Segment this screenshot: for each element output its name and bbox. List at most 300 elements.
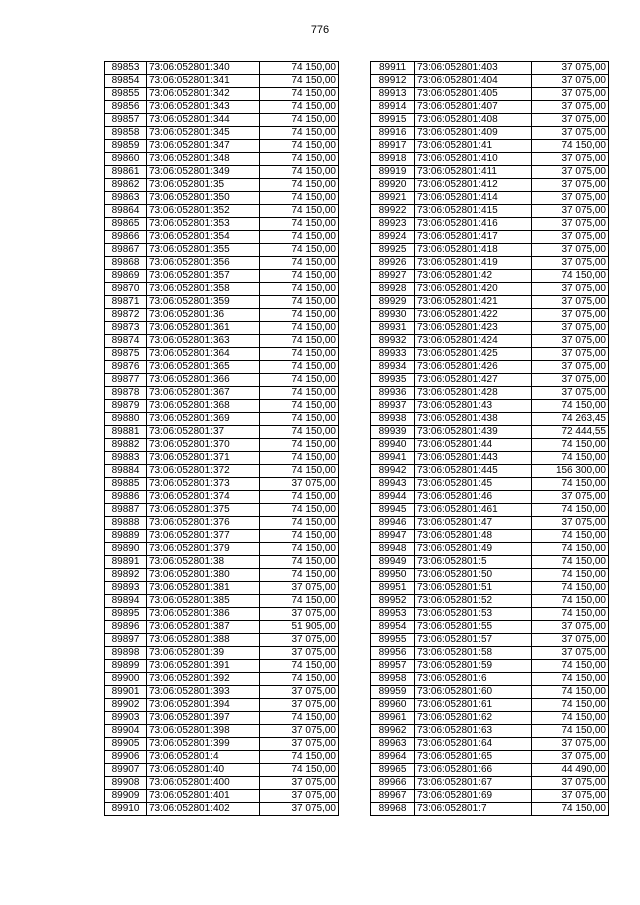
amount-cell: 74 150,00 xyxy=(532,712,609,725)
row-number-cell: 89951 xyxy=(371,582,415,595)
cadastral-number-cell: 73:06:052801:365 xyxy=(147,361,260,374)
amount-cell: 74 150,00 xyxy=(532,608,609,621)
cadastral-number-cell: 73:06:052801:35 xyxy=(147,179,260,192)
cadastral-number-cell: 73:06:052801:42 xyxy=(415,270,532,283)
amount-cell: 74 150,00 xyxy=(260,569,339,582)
cadastral-number-cell: 73:06:052801:355 xyxy=(147,244,260,257)
table-row xyxy=(105,413,339,426)
row-number-cell: 89861 xyxy=(105,166,147,179)
table-row xyxy=(371,426,609,439)
table-row xyxy=(105,400,339,413)
cadastral-number-cell: 73:06:052801:51 xyxy=(415,582,532,595)
amount-cell: 74 150,00 xyxy=(260,530,339,543)
row-number-cell: 89893 xyxy=(105,582,147,595)
amount-cell: 37 075,00 xyxy=(532,348,609,361)
amount-cell: 74 150,00 xyxy=(260,348,339,361)
table-row xyxy=(105,140,339,153)
amount-cell: 74 150,00 xyxy=(260,309,339,322)
table-row xyxy=(105,439,339,452)
row-number-cell: 89961 xyxy=(371,712,415,725)
row-number-cell: 89862 xyxy=(105,179,147,192)
row-number-cell: 89888 xyxy=(105,517,147,530)
row-number-cell: 89919 xyxy=(371,166,415,179)
row-number-cell: 89934 xyxy=(371,361,415,374)
row-number-cell: 89943 xyxy=(371,478,415,491)
amount-cell: 37 075,00 xyxy=(260,803,339,816)
row-number-cell: 89877 xyxy=(105,374,147,387)
cadastral-number-cell: 73:06:052801:402 xyxy=(147,803,260,816)
cadastral-number-cell: 73:06:052801:401 xyxy=(147,790,260,803)
cadastral-number-cell: 73:06:052801:363 xyxy=(147,335,260,348)
table-row xyxy=(371,218,609,231)
row-number-cell: 89945 xyxy=(371,504,415,517)
table-row xyxy=(105,764,339,777)
row-number-cell: 89882 xyxy=(105,439,147,452)
row-number-cell: 89929 xyxy=(371,296,415,309)
cadastral-number-cell: 73:06:052801:428 xyxy=(415,387,532,400)
amount-cell: 74 150,00 xyxy=(260,361,339,374)
cadastral-number-cell: 73:06:052801:354 xyxy=(147,231,260,244)
table-row xyxy=(105,231,339,244)
cadastral-number-cell: 73:06:052801:41 xyxy=(415,140,532,153)
cadastral-number-cell: 73:06:052801:397 xyxy=(147,712,260,725)
amount-cell: 37 075,00 xyxy=(532,205,609,218)
row-number-cell: 89932 xyxy=(371,335,415,348)
amount-cell: 74 150,00 xyxy=(260,153,339,166)
row-number-cell: 89963 xyxy=(371,738,415,751)
row-number-cell: 89887 xyxy=(105,504,147,517)
cadastral-number-cell: 73:06:052801:342 xyxy=(147,88,260,101)
cadastral-number-cell: 73:06:052801:340 xyxy=(147,62,260,75)
cadastral-number-cell: 73:06:052801:405 xyxy=(415,88,532,101)
cadastral-number-cell: 73:06:052801:37 xyxy=(147,426,260,439)
table-row xyxy=(105,179,339,192)
table-row xyxy=(105,595,339,608)
cadastral-number-cell: 73:06:052801:415 xyxy=(415,205,532,218)
cadastral-number-cell: 73:06:052801:386 xyxy=(147,608,260,621)
cadastral-number-cell: 73:06:052801:394 xyxy=(147,699,260,712)
amount-cell: 74 150,00 xyxy=(260,439,339,452)
cadastral-number-cell: 73:06:052801:403 xyxy=(415,62,532,75)
row-number-cell: 89966 xyxy=(371,777,415,790)
cadastral-number-cell: 73:06:052801:375 xyxy=(147,504,260,517)
cadastral-number-cell: 73:06:052801:343 xyxy=(147,101,260,114)
table-row xyxy=(105,725,339,738)
table-row xyxy=(105,452,339,465)
amount-cell: 37 075,00 xyxy=(532,101,609,114)
amount-cell: 74 150,00 xyxy=(532,140,609,153)
row-number-cell: 89896 xyxy=(105,621,147,634)
row-number-cell: 89913 xyxy=(371,88,415,101)
table-row xyxy=(371,296,609,309)
row-number-cell: 89865 xyxy=(105,218,147,231)
cadastral-number-cell: 73:06:052801:64 xyxy=(415,738,532,751)
row-number-cell: 89857 xyxy=(105,114,147,127)
row-number-cell: 89890 xyxy=(105,543,147,556)
row-number-cell: 89921 xyxy=(371,192,415,205)
row-number-cell: 89911 xyxy=(371,62,415,75)
row-number-cell: 89958 xyxy=(371,673,415,686)
row-number-cell: 89871 xyxy=(105,296,147,309)
table-row xyxy=(371,452,609,465)
table-row xyxy=(105,556,339,569)
row-number-cell: 89952 xyxy=(371,595,415,608)
amount-cell: 74 150,00 xyxy=(260,556,339,569)
table-row xyxy=(105,127,339,140)
amount-cell: 37 075,00 xyxy=(532,751,609,764)
page-number: 776 xyxy=(310,24,330,36)
cadastral-number-cell: 73:06:052801:443 xyxy=(415,452,532,465)
cadastral-number-cell: 73:06:052801:356 xyxy=(147,257,260,270)
cadastral-number-cell: 73:06:052801:353 xyxy=(147,218,260,231)
amount-cell: 37 075,00 xyxy=(532,738,609,751)
table-row xyxy=(105,660,339,673)
cadastral-number-cell: 73:06:052801:62 xyxy=(415,712,532,725)
cadastral-number-cell: 73:06:052801:46 xyxy=(415,491,532,504)
row-number-cell: 89906 xyxy=(105,751,147,764)
table-row xyxy=(371,725,609,738)
row-number-cell: 89895 xyxy=(105,608,147,621)
cadastral-number-cell: 73:06:052801:345 xyxy=(147,127,260,140)
table-row xyxy=(105,322,339,335)
amount-cell: 74 150,00 xyxy=(260,231,339,244)
amount-cell: 74 150,00 xyxy=(532,660,609,673)
row-number-cell: 89899 xyxy=(105,660,147,673)
table-row xyxy=(371,673,609,686)
amount-cell: 74 150,00 xyxy=(532,452,609,465)
table-row xyxy=(371,179,609,192)
amount-cell: 37 075,00 xyxy=(260,608,339,621)
table-row xyxy=(105,686,339,699)
cadastral-number-cell: 73:06:052801:65 xyxy=(415,751,532,764)
row-number-cell: 89872 xyxy=(105,309,147,322)
cadastral-number-cell: 73:06:052801:398 xyxy=(147,725,260,738)
table-row xyxy=(105,530,339,543)
cadastral-number-cell: 73:06:052801:411 xyxy=(415,166,532,179)
amount-cell: 74 150,00 xyxy=(260,75,339,88)
row-number-cell: 89909 xyxy=(105,790,147,803)
table-row xyxy=(105,218,339,231)
table-row xyxy=(105,673,339,686)
table-row xyxy=(105,348,339,361)
cadastral-number-cell: 73:06:052801:438 xyxy=(415,413,532,426)
table-row xyxy=(105,387,339,400)
row-number-cell: 89864 xyxy=(105,205,147,218)
table-row xyxy=(371,582,609,595)
table-row xyxy=(105,88,339,101)
table-row xyxy=(371,660,609,673)
table-row xyxy=(105,374,339,387)
row-number-cell: 89968 xyxy=(371,803,415,816)
amount-cell: 37 075,00 xyxy=(260,699,339,712)
amount-cell: 74 150,00 xyxy=(532,569,609,582)
cadastral-number-cell: 73:06:052801:400 xyxy=(147,777,260,790)
row-number-cell: 89956 xyxy=(371,647,415,660)
table-row xyxy=(105,62,339,75)
cadastral-number-cell: 73:06:052801:422 xyxy=(415,309,532,322)
table-row xyxy=(105,153,339,166)
cadastral-number-cell: 73:06:052801:380 xyxy=(147,569,260,582)
amount-cell: 74 150,00 xyxy=(260,296,339,309)
row-number-cell: 89869 xyxy=(105,270,147,283)
amount-cell: 74 150,00 xyxy=(260,595,339,608)
table-row xyxy=(105,738,339,751)
table-row xyxy=(105,114,339,127)
table-row xyxy=(371,439,609,452)
amount-cell: 74 150,00 xyxy=(260,244,339,257)
table-row xyxy=(371,374,609,387)
cadastral-number-cell: 73:06:052801:427 xyxy=(415,374,532,387)
row-number-cell: 89954 xyxy=(371,621,415,634)
amount-cell: 74 150,00 xyxy=(260,127,339,140)
cadastral-number-cell: 73:06:052801:349 xyxy=(147,166,260,179)
table-row xyxy=(371,699,609,712)
cadastral-number-cell: 73:06:052801:359 xyxy=(147,296,260,309)
row-number-cell: 89874 xyxy=(105,335,147,348)
row-number-cell: 89912 xyxy=(371,75,415,88)
amount-cell: 74 150,00 xyxy=(260,413,339,426)
table-row xyxy=(371,803,609,816)
amount-cell: 74 150,00 xyxy=(260,179,339,192)
amount-cell: 37 075,00 xyxy=(532,361,609,374)
row-number-cell: 89856 xyxy=(105,101,147,114)
cadastral-number-cell: 73:06:052801:5 xyxy=(415,556,532,569)
amount-cell: 74 150,00 xyxy=(532,582,609,595)
row-number-cell: 89859 xyxy=(105,140,147,153)
row-number-cell: 89881 xyxy=(105,426,147,439)
amount-cell: 37 075,00 xyxy=(532,153,609,166)
row-number-cell: 89918 xyxy=(371,153,415,166)
row-number-cell: 89866 xyxy=(105,231,147,244)
table-row xyxy=(105,270,339,283)
table-row xyxy=(371,257,609,270)
cadastral-number-cell: 73:06:052801:425 xyxy=(415,348,532,361)
table-row xyxy=(105,75,339,88)
amount-cell: 37 075,00 xyxy=(260,686,339,699)
table-row xyxy=(371,777,609,790)
row-number-cell: 89903 xyxy=(105,712,147,725)
cadastral-number-cell: 73:06:052801:50 xyxy=(415,569,532,582)
amount-cell: 37 075,00 xyxy=(532,75,609,88)
row-number-cell: 89946 xyxy=(371,517,415,530)
amount-cell: 74 150,00 xyxy=(260,400,339,413)
table-row xyxy=(105,790,339,803)
amount-cell: 74 150,00 xyxy=(260,166,339,179)
row-number-cell: 89863 xyxy=(105,192,147,205)
row-number-cell: 89924 xyxy=(371,231,415,244)
cadastral-number-cell: 73:06:052801:58 xyxy=(415,647,532,660)
row-number-cell: 89959 xyxy=(371,686,415,699)
row-number-cell: 89936 xyxy=(371,387,415,400)
table-row xyxy=(371,62,609,75)
cadastral-number-cell: 73:06:052801:341 xyxy=(147,75,260,88)
table-row xyxy=(371,634,609,647)
cadastral-number-cell: 73:06:052801:348 xyxy=(147,153,260,166)
row-number-cell: 89904 xyxy=(105,725,147,738)
amount-cell: 37 075,00 xyxy=(532,257,609,270)
left-register-table xyxy=(104,61,339,816)
amount-cell: 37 075,00 xyxy=(532,114,609,127)
row-number-cell: 89955 xyxy=(371,634,415,647)
cadastral-number-cell: 73:06:052801:368 xyxy=(147,400,260,413)
amount-cell: 37 075,00 xyxy=(532,517,609,530)
table-row xyxy=(105,205,339,218)
amount-cell: 37 075,00 xyxy=(260,647,339,660)
amount-cell: 74 150,00 xyxy=(260,114,339,127)
cadastral-number-cell: 73:06:052801:399 xyxy=(147,738,260,751)
cadastral-number-cell: 73:06:052801:417 xyxy=(415,231,532,244)
row-number-cell: 89944 xyxy=(371,491,415,504)
amount-cell: 74 150,00 xyxy=(260,88,339,101)
table-row xyxy=(371,517,609,530)
cadastral-number-cell: 73:06:052801:388 xyxy=(147,634,260,647)
row-number-cell: 89965 xyxy=(371,764,415,777)
row-number-cell: 89883 xyxy=(105,452,147,465)
table-row xyxy=(105,504,339,517)
row-number-cell: 89855 xyxy=(105,88,147,101)
table-row xyxy=(105,166,339,179)
cadastral-number-cell: 73:06:052801:426 xyxy=(415,361,532,374)
cadastral-number-cell: 73:06:052801:387 xyxy=(147,621,260,634)
amount-cell: 74 150,00 xyxy=(260,517,339,530)
cadastral-number-cell: 73:06:052801:412 xyxy=(415,179,532,192)
amount-cell: 74 150,00 xyxy=(532,478,609,491)
cadastral-number-cell: 73:06:052801:419 xyxy=(415,257,532,270)
cadastral-number-cell: 73:06:052801:6 xyxy=(415,673,532,686)
table-row xyxy=(371,231,609,244)
cadastral-number-cell: 73:06:052801:63 xyxy=(415,725,532,738)
row-number-cell: 89905 xyxy=(105,738,147,751)
cadastral-number-cell: 73:06:052801:393 xyxy=(147,686,260,699)
cadastral-number-cell: 73:06:052801:47 xyxy=(415,517,532,530)
cadastral-number-cell: 73:06:052801:410 xyxy=(415,153,532,166)
amount-cell: 37 075,00 xyxy=(532,127,609,140)
cadastral-number-cell: 73:06:052801:391 xyxy=(147,660,260,673)
amount-cell: 74 150,00 xyxy=(532,504,609,517)
amount-cell: 37 075,00 xyxy=(532,777,609,790)
amount-cell: 74 150,00 xyxy=(532,439,609,452)
table-row xyxy=(371,712,609,725)
cadastral-number-cell: 73:06:052801:7 xyxy=(415,803,532,816)
amount-cell: 74 150,00 xyxy=(260,673,339,686)
cadastral-number-cell: 73:06:052801:40 xyxy=(147,764,260,777)
right-register-table xyxy=(370,61,609,816)
table-row xyxy=(371,595,609,608)
cadastral-number-cell: 73:06:052801:409 xyxy=(415,127,532,140)
table-row xyxy=(371,270,609,283)
table-row xyxy=(371,114,609,127)
cadastral-number-cell: 73:06:052801:361 xyxy=(147,322,260,335)
row-number-cell: 89941 xyxy=(371,452,415,465)
amount-cell: 74 150,00 xyxy=(260,140,339,153)
amount-cell: 74 150,00 xyxy=(260,491,339,504)
cadastral-number-cell: 73:06:052801:52 xyxy=(415,595,532,608)
cadastral-number-cell: 73:06:052801:424 xyxy=(415,335,532,348)
amount-cell: 37 075,00 xyxy=(532,322,609,335)
table-row xyxy=(105,296,339,309)
amount-cell: 37 075,00 xyxy=(532,309,609,322)
table-row xyxy=(371,751,609,764)
cadastral-number-cell: 73:06:052801:371 xyxy=(147,452,260,465)
row-number-cell: 89916 xyxy=(371,127,415,140)
cadastral-number-cell: 73:06:052801:379 xyxy=(147,543,260,556)
row-number-cell: 89885 xyxy=(105,478,147,491)
cadastral-number-cell: 73:06:052801:369 xyxy=(147,413,260,426)
table-row xyxy=(371,764,609,777)
row-number-cell: 89875 xyxy=(105,348,147,361)
row-number-cell: 89907 xyxy=(105,764,147,777)
amount-cell: 74 150,00 xyxy=(260,257,339,270)
table-row xyxy=(371,530,609,543)
row-number-cell: 89927 xyxy=(371,270,415,283)
row-number-cell: 89938 xyxy=(371,413,415,426)
amount-cell: 74 150,00 xyxy=(260,218,339,231)
cadastral-number-cell: 73:06:052801:39 xyxy=(147,647,260,660)
amount-cell: 37 075,00 xyxy=(532,283,609,296)
cadastral-number-cell: 73:06:052801:59 xyxy=(415,660,532,673)
amount-cell: 74 150,00 xyxy=(532,530,609,543)
cadastral-number-cell: 73:06:052801:404 xyxy=(415,75,532,88)
row-number-cell: 89948 xyxy=(371,543,415,556)
row-number-cell: 89898 xyxy=(105,647,147,660)
table-row xyxy=(105,361,339,374)
table-row xyxy=(105,465,339,478)
table-row xyxy=(105,803,339,816)
row-number-cell: 89854 xyxy=(105,75,147,88)
table-row xyxy=(371,686,609,699)
amount-cell: 74 150,00 xyxy=(532,803,609,816)
row-number-cell: 89880 xyxy=(105,413,147,426)
right-table-body xyxy=(371,62,609,816)
amount-cell: 74 150,00 xyxy=(260,270,339,283)
cadastral-number-cell: 73:06:052801:374 xyxy=(147,491,260,504)
amount-cell: 74 150,00 xyxy=(260,712,339,725)
table-row xyxy=(371,335,609,348)
amount-cell: 37 075,00 xyxy=(260,790,339,803)
row-number-cell: 89878 xyxy=(105,387,147,400)
amount-cell: 37 075,00 xyxy=(532,218,609,231)
row-number-cell: 89876 xyxy=(105,361,147,374)
row-number-cell: 89873 xyxy=(105,322,147,335)
amount-cell: 37 075,00 xyxy=(532,374,609,387)
row-number-cell: 89920 xyxy=(371,179,415,192)
table-row xyxy=(371,621,609,634)
row-number-cell: 89942 xyxy=(371,465,415,478)
table-row xyxy=(105,751,339,764)
cadastral-number-cell: 73:06:052801:61 xyxy=(415,699,532,712)
amount-cell: 74 150,00 xyxy=(260,101,339,114)
amount-cell: 74 150,00 xyxy=(532,595,609,608)
cadastral-number-cell: 73:06:052801:43 xyxy=(415,400,532,413)
amount-cell: 37 075,00 xyxy=(260,725,339,738)
table-row xyxy=(105,582,339,595)
amount-cell: 74 150,00 xyxy=(532,725,609,738)
table-row xyxy=(105,634,339,647)
cadastral-number-cell: 73:06:052801:439 xyxy=(415,426,532,439)
table-row xyxy=(105,777,339,790)
cadastral-number-cell: 73:06:052801:372 xyxy=(147,465,260,478)
row-number-cell: 89926 xyxy=(371,257,415,270)
cadastral-number-cell: 73:06:052801:352 xyxy=(147,205,260,218)
cadastral-number-cell: 73:06:052801:381 xyxy=(147,582,260,595)
row-number-cell: 89933 xyxy=(371,348,415,361)
cadastral-number-cell: 73:06:052801:377 xyxy=(147,530,260,543)
table-row xyxy=(371,608,609,621)
amount-cell: 37 075,00 xyxy=(260,478,339,491)
cadastral-number-cell: 73:06:052801:344 xyxy=(147,114,260,127)
row-number-cell: 89950 xyxy=(371,569,415,582)
amount-cell: 37 075,00 xyxy=(532,244,609,257)
